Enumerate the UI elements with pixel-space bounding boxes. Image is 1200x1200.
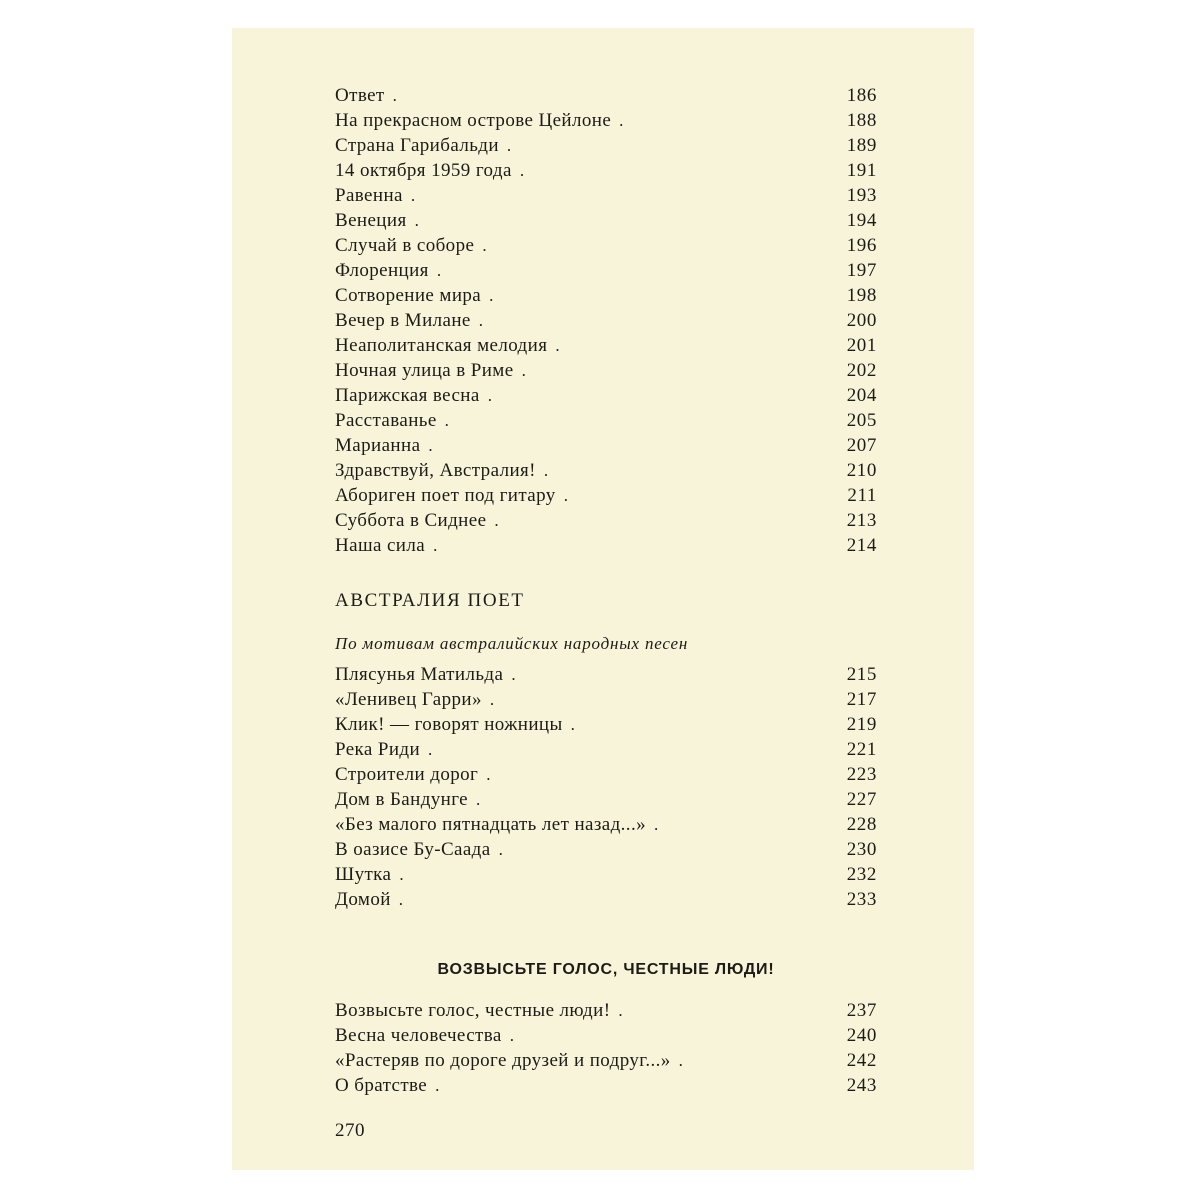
dot-leader [399, 890, 829, 910]
toc-entry [335, 789, 877, 814]
toc-entry-page: 243 [846, 1075, 877, 1096]
toc-entry-page: 237 [846, 1000, 877, 1021]
dot-leader [411, 186, 829, 206]
dot-leader [522, 361, 829, 381]
dot-leader [488, 386, 829, 406]
dot-leader [476, 790, 829, 810]
toc-entry [335, 410, 877, 435]
toc-entry-title: «Без малого пятнадцать лет назад...» [335, 814, 647, 835]
dot-leader [482, 236, 829, 256]
toc-entry-page: 210 [846, 460, 877, 481]
dot-leader [486, 765, 829, 785]
toc-entry-title: Дом в Бандунге [335, 789, 469, 810]
toc-entry-page: 204 [846, 385, 877, 406]
toc-entry-title: Ночная улица в Риме [335, 360, 514, 381]
toc-entry-title: Парижская весна [335, 385, 480, 406]
toc-entry-page: 207 [846, 435, 877, 456]
toc-entry-page: 233 [846, 889, 877, 910]
toc-entry [335, 510, 877, 535]
page-number: 270 [335, 1120, 365, 1141]
toc-entry-title: В оазисе Бу-Саада [335, 839, 491, 860]
dot-leader [499, 840, 829, 860]
toc-entry-page: 189 [846, 135, 877, 156]
toc-entry-page: 242 [846, 1050, 877, 1071]
toc-entry-title: Марианна [335, 435, 421, 456]
toc-entry-page: 211 [847, 485, 877, 506]
toc-entry-page: 186 [846, 85, 877, 106]
dot-leader [618, 1001, 829, 1021]
dot-leader [445, 411, 829, 431]
toc-entry-page: 196 [846, 235, 877, 256]
toc-entry-title: Весна человечества [335, 1025, 502, 1046]
toc-entry-page: 194 [846, 210, 877, 231]
toc-entry [335, 260, 877, 285]
toc-entry-title: О братстве [335, 1075, 428, 1096]
toc-entry-title: Возвысьте голос, честные люди! [335, 1000, 611, 1021]
toc-entry-title: Флоренция [335, 260, 429, 281]
toc-entry-title: 14 октября 1959 года [335, 160, 512, 181]
toc-entry [335, 664, 877, 689]
toc-entry-title: Страна Гарибальди [335, 135, 499, 156]
dot-leader [428, 436, 829, 456]
dot-leader [654, 815, 829, 835]
section-subtitle: По мотивам австралийских народных песен [335, 634, 689, 653]
toc-entry-title: Расставанье [335, 410, 437, 431]
dot-leader [511, 665, 829, 685]
toc-entry-title: Домой [335, 889, 391, 910]
toc-entry [335, 160, 877, 185]
toc-entry [335, 535, 877, 560]
toc-list [335, 664, 877, 914]
toc-entry [335, 1075, 877, 1100]
toc-entry-page: 240 [846, 1025, 877, 1046]
toc-entry-page: 202 [846, 360, 877, 381]
dot-leader [415, 211, 829, 231]
dot-leader [507, 136, 829, 156]
dot-leader [679, 1051, 829, 1071]
toc-entry-page: 217 [846, 689, 877, 710]
book-page [232, 28, 974, 1170]
toc-entry-title: На прекрасном острове Цейлоне [335, 110, 612, 131]
toc-entry-title: Плясунья Матильда [335, 664, 504, 685]
toc-entry-title: Наша сила [335, 535, 426, 556]
dot-leader [555, 336, 829, 356]
toc-entry [335, 460, 877, 485]
toc-entry-page: 223 [846, 764, 877, 785]
dot-leader [571, 715, 829, 735]
toc-entry-page: 228 [846, 814, 877, 835]
toc-entry-page: 215 [846, 664, 877, 685]
toc-entry-title: Абориген поет под гитару [335, 485, 556, 506]
toc-entry-title: Шутка [335, 864, 392, 885]
dot-leader [435, 1076, 829, 1096]
toc-entry [335, 485, 877, 510]
section-title: ВОЗВЫСЬТЕ ГОЛОС, ЧЕСТНЫЕ ЛЮДИ! [437, 961, 775, 978]
toc-entry-title: Здравствуй, Австралия! [335, 460, 536, 481]
dot-leader [393, 86, 829, 106]
toc-entry-page: 219 [846, 714, 877, 735]
toc-entry-page: 227 [846, 789, 877, 810]
toc-entry [335, 814, 877, 839]
toc-entry-title: Сотворение мира [335, 285, 482, 306]
dot-leader [433, 536, 829, 556]
toc-entry-page: 197 [846, 260, 877, 281]
toc-entry-title: Суббота в Сиднее [335, 510, 487, 531]
toc-entry [335, 739, 877, 764]
toc-entry-title: «Растеряв по дороге друзей и подруг...» [335, 1050, 671, 1071]
toc-entry-page: 221 [846, 739, 877, 760]
dot-leader [489, 286, 829, 306]
toc-list [335, 1000, 877, 1100]
toc-entry-title: Случай в соборе [335, 235, 475, 256]
toc-entry [335, 85, 877, 110]
toc-entry [335, 285, 877, 310]
toc-entry [335, 335, 877, 360]
toc-entry-title: Ответ [335, 85, 385, 106]
dot-leader [428, 740, 829, 760]
toc-entry [335, 839, 877, 864]
toc-entry-page: 188 [846, 110, 877, 131]
section-title: АВСТРАЛИЯ ПОЕТ [335, 590, 525, 611]
toc-entry-title: Клик! — говорят ножницы [335, 714, 563, 735]
toc-entry-page: 201 [846, 335, 877, 356]
toc-entry-title: Вечер в Милане [335, 310, 471, 331]
toc-entry [335, 135, 877, 160]
toc-entry [335, 1000, 877, 1025]
toc-entry-page: 232 [846, 864, 877, 885]
toc-entry-page: 205 [846, 410, 877, 431]
toc-entry [335, 210, 877, 235]
toc-entry-title: Равенна [335, 185, 403, 206]
toc-entry [335, 385, 877, 410]
toc-entry [335, 889, 877, 914]
dot-leader [619, 111, 829, 131]
dot-leader [564, 486, 829, 506]
toc-entry-page: 198 [846, 285, 877, 306]
toc-entry-title: Неаполитанская мелодия [335, 335, 548, 356]
dot-leader [437, 261, 829, 281]
toc-entry [335, 185, 877, 210]
toc-entry-page: 213 [846, 510, 877, 531]
dot-leader [494, 511, 829, 531]
toc-entry-title: Венеция [335, 210, 407, 231]
dot-leader [510, 1026, 829, 1046]
dot-leader [479, 311, 829, 331]
toc-entry [335, 1025, 877, 1050]
toc-entry [335, 310, 877, 335]
toc-entry-page: 191 [846, 160, 877, 181]
dot-leader [520, 161, 829, 181]
toc-entry [335, 435, 877, 460]
toc-entry [335, 764, 877, 789]
toc-entry [335, 689, 877, 714]
toc-entry [335, 235, 877, 260]
toc-entry [335, 360, 877, 385]
toc-entry [335, 110, 877, 135]
toc-entry [335, 864, 877, 889]
toc-entry-page: 230 [846, 839, 877, 860]
toc-entry-page: 214 [846, 535, 877, 556]
dot-leader [490, 690, 829, 710]
toc-entry [335, 714, 877, 739]
dot-leader [544, 461, 829, 481]
toc-entry-title: «Ленивец Гарри» [335, 689, 482, 710]
toc-entry-title: Река Риди [335, 739, 421, 760]
toc-entry-page: 193 [846, 185, 877, 206]
toc-entry [335, 1050, 877, 1075]
dot-leader [399, 865, 829, 885]
toc-entry-page: 200 [846, 310, 877, 331]
toc-list [335, 85, 877, 560]
toc-entry-title: Строители дорог [335, 764, 479, 785]
